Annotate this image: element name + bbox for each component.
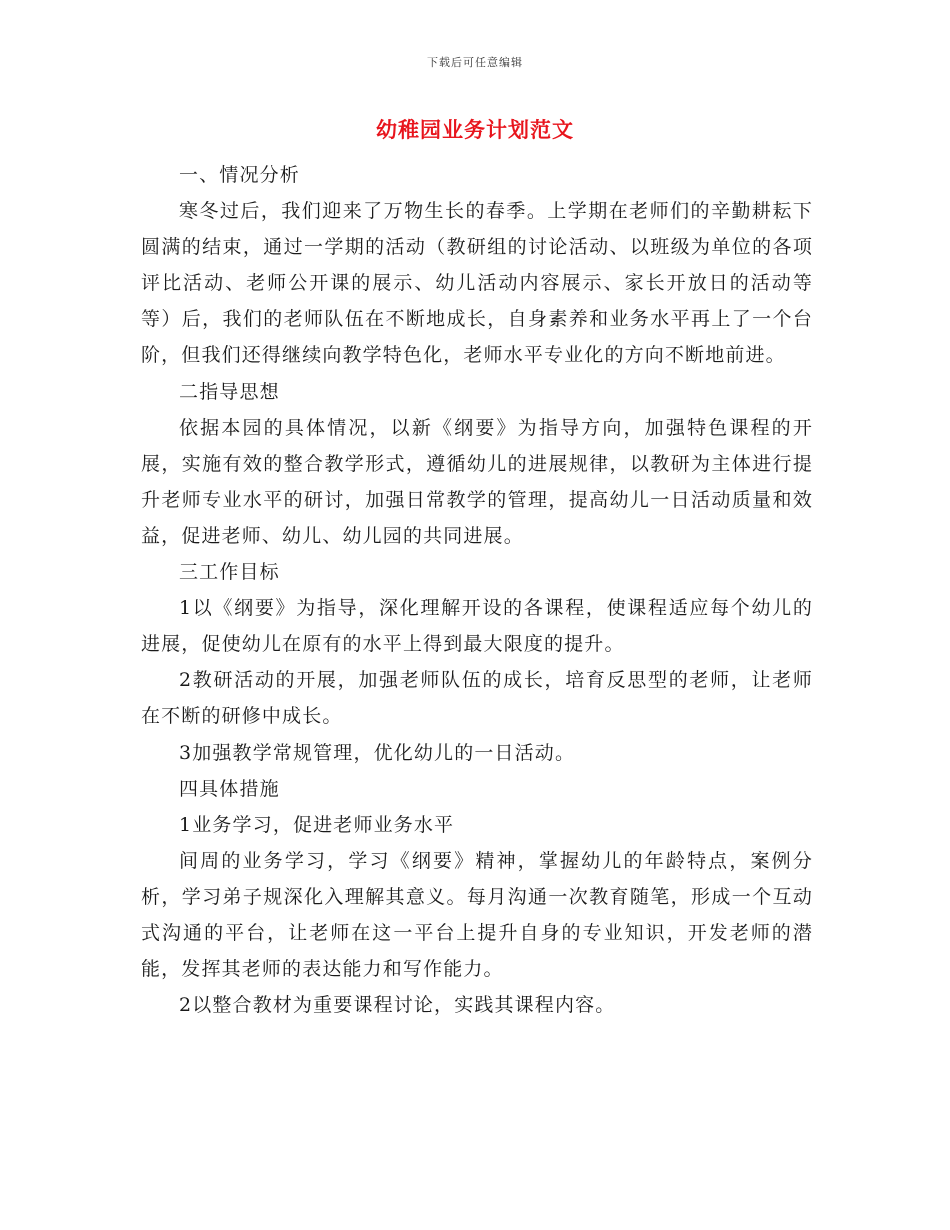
subheading-measure-1: 1业务学习，促进老师业务水平 bbox=[179, 813, 455, 836]
section-heading-work-goals: 三工作目标 bbox=[179, 561, 280, 584]
section-heading-situation: 一、情况分析 bbox=[179, 164, 300, 186]
paragraph-goal-2: 2教研活动的开展，加强老师队伍的成长，培育反思型的老师，让老师在不断的研修中成长。 bbox=[141, 669, 813, 728]
document-body bbox=[141, 157, 813, 1023]
paragraph-goal-3: 3加强教学常规管理，优化幼儿的一日活动。 bbox=[179, 741, 576, 764]
header-note: 下载后可任意编辑 bbox=[427, 56, 523, 69]
paragraph-guiding-thought: 依据本园的具体情况，以新《纲要》为指导方向，加强特色课程的开展，实施有效的整合教学形式，遵循幼儿的进展规律，以教研为主体进行提升老师专业水平的研讨，加强日常教学的管理，提高幼儿一日活动质量和效益，促进老师、幼儿、幼儿园的共同进展。 bbox=[141, 416, 813, 547]
section-heading-measures: 四具体措施 bbox=[179, 777, 280, 800]
document-title: 幼稚园业务计划范文 bbox=[376, 118, 574, 142]
section-heading-guiding-thought: 二指导思想 bbox=[179, 380, 280, 403]
paragraph-measure-1: 间周的业务学习，学习《纲要》精神，掌握幼儿的年龄特点，案例分析，学习弟子规深化入理解其意义。每月沟通一次教育随笔，形成一个互动式沟通的平台，让老师在这一平台上提升自身的专业知识，开发老师的潜能，发挥其老师的表达能力和写作能力。 bbox=[141, 849, 813, 981]
subheading-measure-2: 2以整合教材为重要课程讨论，实践其课程内容。 bbox=[179, 994, 616, 1017]
paragraph-goal-1: 1以《纲要》为指导，深化理解开设的各课程，使课程适应每个幼儿的进展，促使幼儿在原有的水平上得到最大限度的提升。 bbox=[141, 597, 813, 656]
paragraph-situation: 寒冬过后，我们迎来了万物生长的春季。上学期在老师们的辛勤耕耘下圆满的结束，通过一学期的活动（教研组的讨论活动、以班级为单位的各项评比活动、老师公开课的展示、幼儿活动内容展示、家长开放日的活动等等）后，我们的老师队伍在不断地成长，自身素养和业务水平再上了一个台阶，但我们还得继续向教学特色化，老师水平专业化的方向不断地前进。 bbox=[141, 200, 813, 367]
